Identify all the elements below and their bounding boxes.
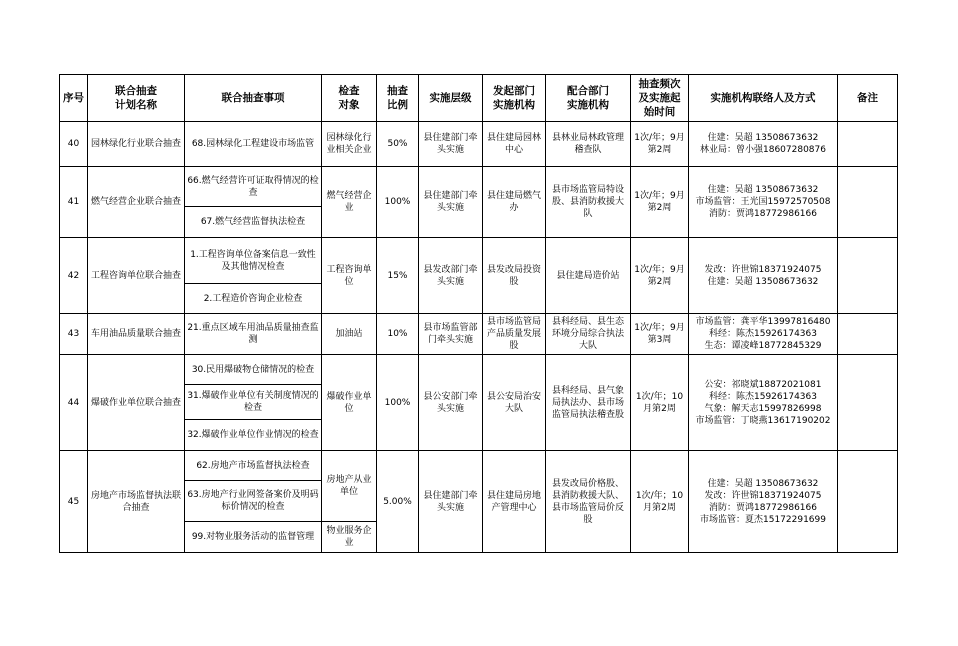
inspection-target: 工程咨询单位 <box>322 238 377 314</box>
inspection-item: 2.工程造价咨询企业检查 <box>185 284 322 314</box>
header-cell: 联合抽查 计划名称 <box>88 75 185 122</box>
row-number: 43 <box>60 314 88 355</box>
plan-name: 园林绿化行业联合抽查 <box>88 122 185 167</box>
contacts <box>689 167 838 238</box>
cooperating-department: 县科经局、县生态环境分局综合执法大队 <box>546 314 631 355</box>
inspection-target: 园林绿化行业相关企业 <box>322 122 377 167</box>
inspection-item: 32.爆破作业单位作业情况的检查 <box>185 420 322 451</box>
contact-line: 市场监管：丁晓燕13617190202 <box>695 415 831 426</box>
contacts <box>689 238 838 314</box>
header-cell: 抽查 比例 <box>377 75 419 122</box>
contact-line: 气象：解天志15997826998 <box>704 403 822 414</box>
inspection-item: 31.爆破作业单位有关制度情况的检查 <box>185 385 322 420</box>
contact-line: 发改：许世锦18371924075 <box>704 264 822 275</box>
contact-line: 住建：吴超 13508673632 <box>707 185 819 195</box>
header-cell: 发起部门 实施机构 <box>483 75 546 122</box>
sampling-ratio: 100% <box>377 355 419 451</box>
implementation-level: 县发改部门牵头实施 <box>419 238 483 314</box>
row-number: 40 <box>60 122 88 167</box>
contact-line: 消防：贾鸿18772986166 <box>709 502 817 513</box>
initiating-department: 县公安局治安大队 <box>483 355 546 451</box>
initiating-department: 县发改局投资股 <box>483 238 546 314</box>
contact-line: 科经：陈杰15926174363 <box>709 391 817 402</box>
contact-line: 住建：吴超 13508673632 <box>707 133 819 143</box>
contact-line: 住建：吴超 13508673632 <box>707 478 819 489</box>
remarks <box>838 167 898 238</box>
implementation-level: 县公安部门牵头实施 <box>419 355 483 451</box>
cooperating-department: 县住建局造价站 <box>546 238 631 314</box>
cooperating-department: 县市场监管局特设股、县消防救援大队 <box>546 167 631 238</box>
table-row <box>60 167 898 207</box>
frequency-start-time: 1次/年；9月第2周 <box>631 167 689 238</box>
remarks <box>838 122 898 167</box>
header-cell: 配合部门 实施机构 <box>546 75 631 122</box>
plan-name: 工程咨询单位联合抽查 <box>88 238 185 314</box>
implementation-level: 县住建部门牵头实施 <box>419 122 483 167</box>
header-row <box>60 75 898 122</box>
table-row <box>60 314 898 355</box>
sampling-ratio: 50% <box>377 122 419 167</box>
plan-name: 燃气经营企业联合抽查 <box>88 167 185 238</box>
header-cell: 联合抽查事项 <box>185 75 322 122</box>
inspection-item: 66.燃气经营许可证取得情况的检查 <box>185 167 322 207</box>
contacts <box>689 355 838 451</box>
table-row <box>60 238 898 284</box>
inspection-target: 物业服务企业 <box>322 522 377 553</box>
contacts <box>689 451 838 553</box>
frequency-start-time: 1次/年；10月第2周 <box>631 355 689 451</box>
implementation-level: 县市场监管部门牵头实施 <box>419 314 483 355</box>
implementation-level: 县住建部门牵头实施 <box>419 451 483 553</box>
inspection-item: 21.重点区域车用油品质量抽查监测 <box>185 314 322 355</box>
plan-name: 爆破作业单位联合抽查 <box>88 355 185 451</box>
cooperating-department: 县发改局价格股、县消防救援大队、县市场监管局价反股 <box>546 451 631 553</box>
contact-line: 住建：吴超 13508673632 <box>707 276 819 287</box>
header-cell: 序号 <box>60 75 88 122</box>
sampling-ratio: 100% <box>377 167 419 238</box>
remarks <box>838 314 898 355</box>
plan-name: 房地产市场监督执法联合抽查 <box>88 451 185 553</box>
inspection-item: 63.房地产行业网签备案价及明码标价情况的检查 <box>185 481 322 522</box>
remarks <box>838 355 898 451</box>
row-number: 41 <box>60 167 88 238</box>
initiating-department: 县住建局燃气办 <box>483 167 546 238</box>
inspection-plan-table <box>59 74 898 553</box>
inspection-item: 68.园林绿化工程建设市场监管 <box>185 122 322 167</box>
contact-line: 林业局：曾小强18607280876 <box>700 145 826 155</box>
cooperating-department: 县林业局林政管理稽查队 <box>546 122 631 167</box>
table-row <box>60 451 898 481</box>
inspection-item: 62.房地产市场监督执法检查 <box>185 451 322 481</box>
row-number: 45 <box>60 451 88 553</box>
initiating-department: 县住建局园林中心 <box>483 122 546 167</box>
contacts <box>689 314 838 355</box>
contact-line: 消防：贾鸿18772986166 <box>709 209 817 219</box>
table-body <box>60 122 898 553</box>
inspection-item: 1.工程咨询单位备案信息一致性及其他情况检查 <box>185 238 322 284</box>
frequency-start-time: 1次/年；9月第2周 <box>631 122 689 167</box>
contact-line: 科经：陈杰15926174363 <box>709 329 817 339</box>
header-cell: 实施机构联络人及方式 <box>689 75 838 122</box>
sampling-ratio: 10% <box>377 314 419 355</box>
inspection-target: 加油站 <box>322 314 377 355</box>
inspection-target: 燃气经营企业 <box>322 167 377 238</box>
inspection-target: 爆破作业单位 <box>322 355 377 451</box>
header-cell: 备注 <box>838 75 898 122</box>
frequency-start-time: 1次/年；9月第2周 <box>631 238 689 314</box>
implementation-level: 县住建部门牵头实施 <box>419 167 483 238</box>
header-cell: 抽查频次 及实施起 始时间 <box>631 75 689 122</box>
initiating-department: 县市场监管局产品质量发展股 <box>483 314 546 355</box>
inspection-item: 99.对物业服务活动的监督管理 <box>185 522 322 553</box>
sampling-ratio: 5.00% <box>377 451 419 553</box>
table-row <box>60 355 898 385</box>
sampling-ratio: 15% <box>377 238 419 314</box>
contact-line: 生态：谭凌峰18772845329 <box>704 341 822 351</box>
contact-line: 发改：许世锦18371924075 <box>704 490 822 501</box>
inspection-item: 30.民用爆破物仓储情况的检查 <box>185 355 322 385</box>
contact-line: 市场监管：龚平华13997816480 <box>695 317 831 327</box>
remarks <box>838 451 898 553</box>
initiating-department: 县住建局房地产管理中心 <box>483 451 546 553</box>
row-number: 44 <box>60 355 88 451</box>
inspection-target: 房地产从业单位 <box>322 451 377 522</box>
contact-line: 市场监管：夏杰15172291699 <box>700 514 826 525</box>
plan-name: 车用油品质量联合抽查 <box>88 314 185 355</box>
contacts <box>689 122 838 167</box>
inspection-item: 67.燃气经营监督执法检查 <box>185 207 322 238</box>
remarks <box>838 238 898 314</box>
table-row <box>60 122 898 167</box>
header-cell: 实施层级 <box>419 75 483 122</box>
contact-line: 公安：祁晓斌18872021081 <box>704 379 822 390</box>
header-cell: 检查 对象 <box>322 75 377 122</box>
cooperating-department: 县科经局、县气象局执法办、县市场监管局执法稽查股 <box>546 355 631 451</box>
contact-line: 市场监管：王光国15972570508 <box>695 197 831 207</box>
row-number: 42 <box>60 238 88 314</box>
frequency-start-time: 1次/年；10月第2周 <box>631 451 689 553</box>
frequency-start-time: 1次/年；9月第3周 <box>631 314 689 355</box>
